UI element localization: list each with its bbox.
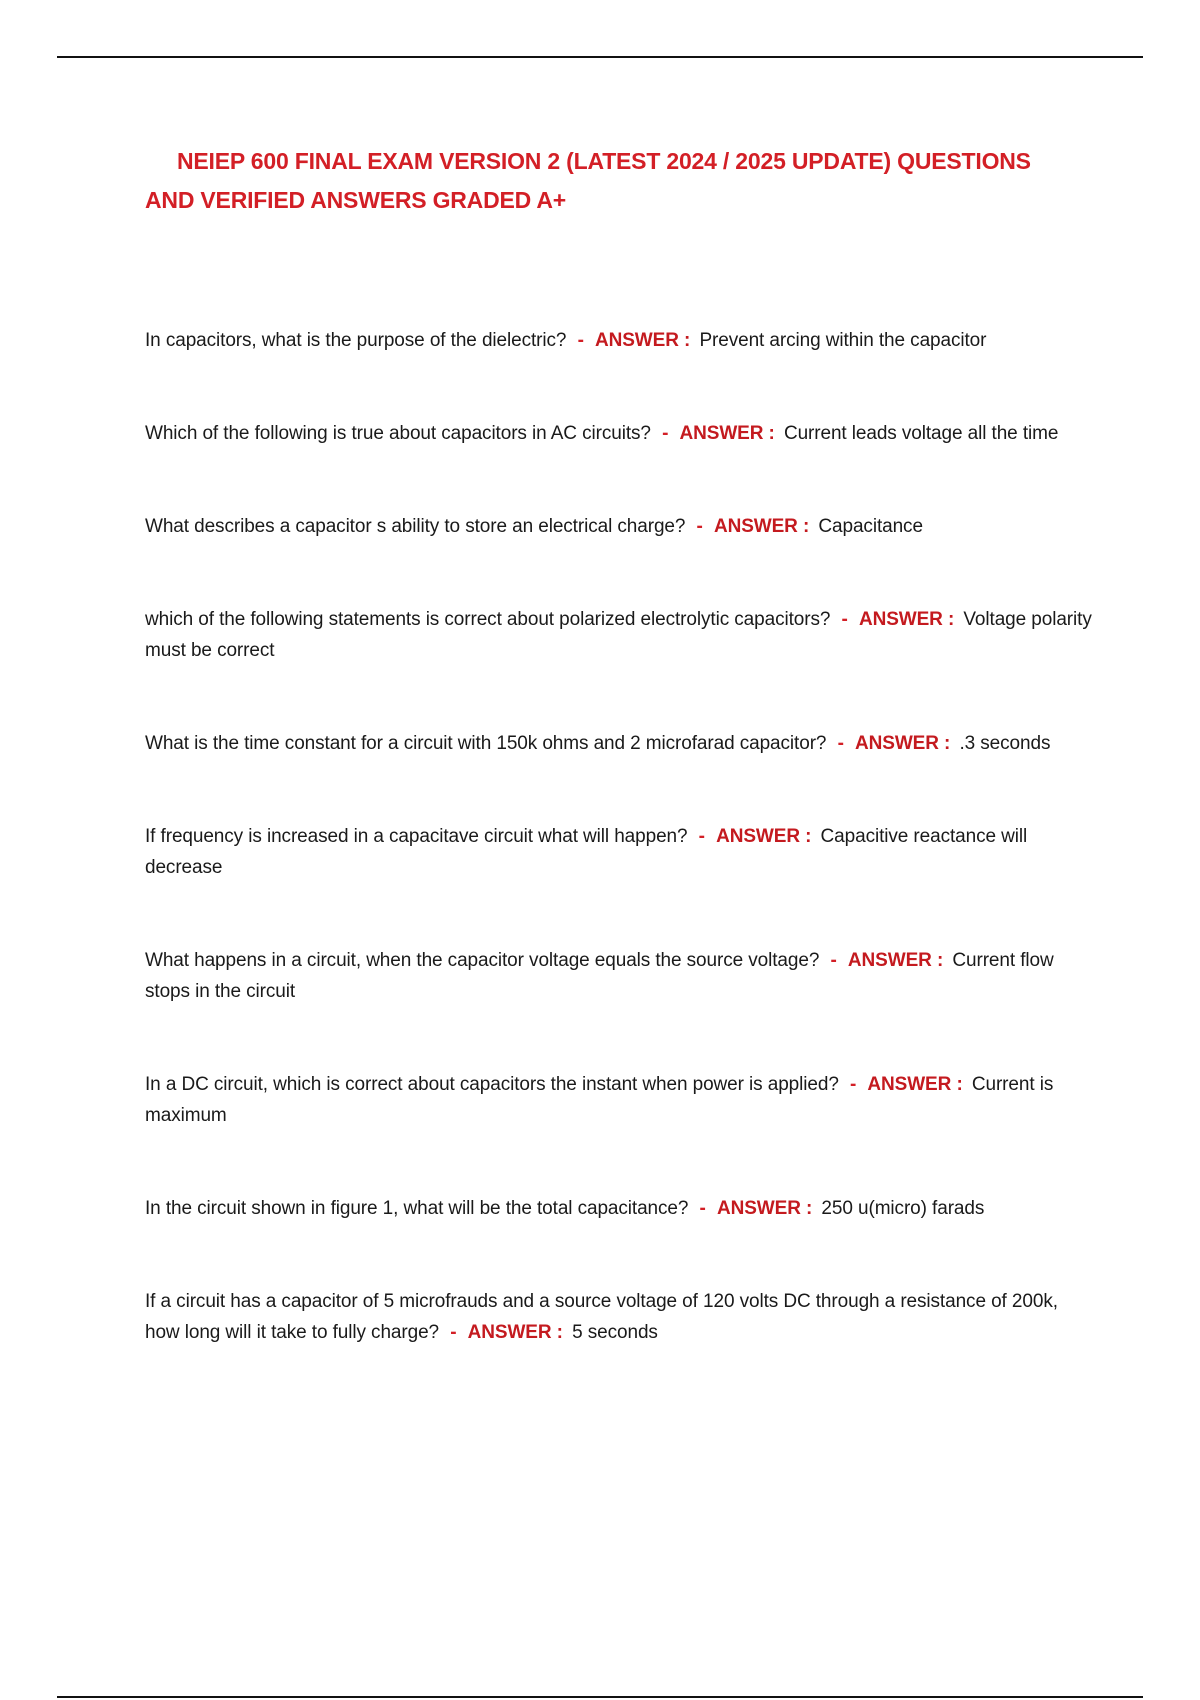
separator: - bbox=[696, 516, 703, 537]
answer-label: ANSWER bbox=[855, 733, 939, 754]
separator: - bbox=[698, 826, 705, 847]
answer-colon: : bbox=[768, 423, 775, 444]
question-text: What describes a capacitor s ability to store an electrical charge? bbox=[145, 516, 686, 537]
bottom-rule bbox=[57, 1696, 1143, 1698]
qa-item bbox=[145, 511, 1095, 542]
answer-label: ANSWER bbox=[847, 950, 932, 971]
question-text: In the circuit shown in figure 1, what will be the total capacitance? bbox=[145, 1198, 689, 1219]
answer-text: .3 seconds bbox=[959, 733, 1051, 754]
separator: - bbox=[577, 330, 584, 351]
answer-text: Capacitive reactance will decrease bbox=[145, 826, 1028, 878]
answer-colon: : bbox=[684, 330, 691, 351]
qa-item bbox=[145, 945, 1095, 1007]
answer-label: ANSWER bbox=[858, 609, 943, 630]
document-title: NEIEP 600 FINAL EXAM VERSION 2 (LATEST 2024 / 2025 UPDATE) QUESTIONS AND VERIFIED ANSWERS GRADED A+ bbox=[145, 148, 1031, 213]
question-text: If frequency is increased in a capacitave circuit what will happen? bbox=[145, 826, 688, 847]
answer-colon: : bbox=[556, 1322, 563, 1343]
separator: - bbox=[837, 733, 844, 754]
question-text: Which of the following is true about capacitors in AC circuits? bbox=[145, 423, 651, 444]
qa-item bbox=[145, 1286, 1095, 1348]
answer-label: ANSWER bbox=[716, 826, 800, 847]
separator: - bbox=[849, 1074, 857, 1095]
qa-item bbox=[145, 325, 1095, 356]
answer-colon: : bbox=[806, 1198, 813, 1219]
answer-text: 5 seconds bbox=[572, 1322, 658, 1343]
separator: - bbox=[830, 950, 837, 971]
qa-item bbox=[145, 418, 1095, 449]
question-text: which of the following statements is correct about polarized electrolytic capacitors? bbox=[145, 609, 831, 630]
question-text: In a DC circuit, which is correct about capacitors the instant when power is applied? bbox=[145, 1074, 839, 1095]
answer-text: Current flow stops in the circuit bbox=[145, 950, 1054, 1002]
separator: - bbox=[450, 1322, 457, 1343]
question-text: If a circuit has a capacitor of 5 microfrauds and a source voltage of 120 volts DC through a resistance of 200k, how long will it take to fully charge? bbox=[145, 1291, 1058, 1343]
qa-item bbox=[145, 1069, 1095, 1131]
answer-text: Capacitance bbox=[818, 516, 923, 537]
answer-label: ANSWER bbox=[594, 330, 679, 351]
answer-colon: : bbox=[802, 516, 810, 537]
qa-item bbox=[145, 821, 1095, 883]
answer-text: Current is maximum bbox=[145, 1074, 1054, 1126]
answer-label: ANSWER bbox=[716, 1198, 801, 1219]
separator: - bbox=[841, 609, 848, 630]
qa-item bbox=[145, 604, 1095, 666]
answer-text: 250 u(micro) farads bbox=[821, 1198, 985, 1219]
answer-label: ANSWER bbox=[467, 1322, 552, 1343]
question-text: What happens in a circuit, when the capacitor voltage equals the source voltage? bbox=[145, 950, 820, 971]
separator: - bbox=[662, 423, 669, 444]
answer-text: Current leads voltage all the time bbox=[783, 423, 1059, 444]
answer-colon: : bbox=[805, 826, 812, 847]
question-text: What is the time constant for a circuit with 150k ohms and 2 microfarad capacitor? bbox=[145, 733, 827, 754]
qa-list bbox=[145, 325, 1095, 1348]
answer-colon: : bbox=[936, 950, 944, 971]
answer-label: ANSWER bbox=[867, 1074, 952, 1095]
answer-colon: : bbox=[944, 733, 951, 754]
answer-colon: : bbox=[947, 609, 955, 630]
qa-item bbox=[145, 1193, 1095, 1224]
qa-item bbox=[145, 728, 1095, 759]
answer-text: Voltage polarity must be correct bbox=[145, 609, 1092, 661]
answer-label: ANSWER bbox=[679, 423, 764, 444]
top-rule bbox=[57, 56, 1143, 58]
answer-label: ANSWER bbox=[713, 516, 798, 537]
separator: - bbox=[699, 1198, 706, 1219]
answer-colon: : bbox=[956, 1074, 963, 1095]
answer-text: Prevent arcing within the capacitor bbox=[699, 330, 987, 351]
question-text: In capacitors, what is the purpose of the dielectric? bbox=[145, 330, 567, 351]
